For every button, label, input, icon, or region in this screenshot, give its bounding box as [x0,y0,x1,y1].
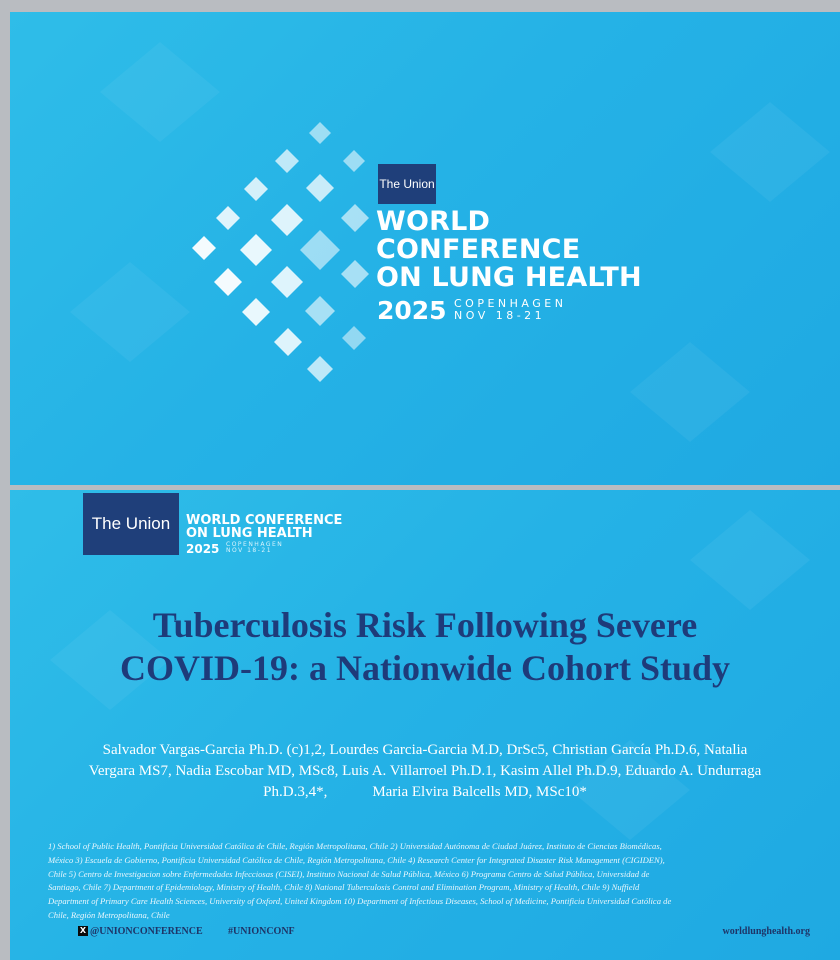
conference-title-line: WORLD [376,206,491,237]
affiliation-line: México 3) Escuela de Gobierno, Pontificia Universidad Católica de Chile, Región Metropolitana, Chile 4) Research Center for Integrated Disaster Risk Management (CIGIDEN), [48,854,665,865]
hashtag: #UNIONCONF [228,926,295,937]
paper-title-line: COVID-19: a Nationwide Cohort Study [119,648,731,688]
diamond-pattern-icon [190,120,380,390]
header-dates: NOV 18-21 [226,547,273,554]
header-city: COPENHAGEN [226,541,284,548]
conference-title-line: CONFERENCE [376,234,581,265]
social-handle: @UNIONCONFERENCE [90,926,203,937]
conference-year: 2025 [377,296,447,325]
title-slide [10,12,840,485]
website-link[interactable]: worldlunghealth.org [722,926,810,937]
header-year: 2025 [186,542,220,556]
affiliation-line: Chile 5) Centro de Investigacion sobre Enfermedades Infecciosas (CISEI), Instituto Nacional de Salud Pública, México 6) Programa Centro de Salud Pública, Universidad de [48,868,650,879]
author-line: Vergara MS7, Nadia Escobar MD, MSc8, Luis A. Villarroel Ph.D.1, Kasim Allel Ph.D.9, Eduardo A. Undurraga [88,763,762,779]
affiliation-line: 1) School of Public Health, Pontificia Universidad Católica de Chile, Región Metropolitana, Chile 2) Universidad Autónoma de Ciudad Juárez, Instituto de Ciencias Biomédicas, [48,841,662,851]
paper-title [30,604,820,690]
header-location [226,542,283,554]
conference-title [376,208,642,292]
paper-title-line: Tuberculosis Risk Following Severe [152,605,698,645]
affiliation-line: Santiago, Chile 7) Department of Epidemiology, Ministry of Health, Chile 8) National Tuberculosis Control and Elimination Program, Ministry of Health, Chile 9) Nuffield [48,882,640,893]
conference-location [454,298,566,322]
header-conference-title [186,514,342,540]
header-title-line: ON LUNG HEALTH [186,526,313,541]
affiliation-list [48,840,808,923]
author-line: Ph.D.3,4*, Maria Elvira Balcells MD, MSc10* [263,784,587,800]
union-logo: The Union [378,164,436,204]
conference-title-line: ON LUNG HEALTH [376,262,642,293]
author-line: Salvador Vargas-Garcia Ph.D. (c)1,2, Lourdes Garcia-Garcia M.D, DrSc5, Christian García Ph.D.6, Natalia [102,742,748,758]
author-list [40,740,810,803]
affiliation-line: Department of Primary Care Health Sciences, University of Oxford, United Kingdom 10) Department of Infectious Diseases, School of Medicine, Pontificia Universidad Católica de [48,896,672,907]
slide-footer [78,926,810,938]
affiliation-line: Chile, Región Metropolitana, Chile [48,909,170,920]
poster-slide [10,490,840,960]
conference-dates: NOV 18-21 [454,309,546,322]
conference-city: COPENHAGEN [454,297,567,310]
header-title-line: WORLD CONFERENCE [186,513,343,528]
union-logo: The Union [83,493,179,555]
x-logo-icon: X [79,926,87,935]
